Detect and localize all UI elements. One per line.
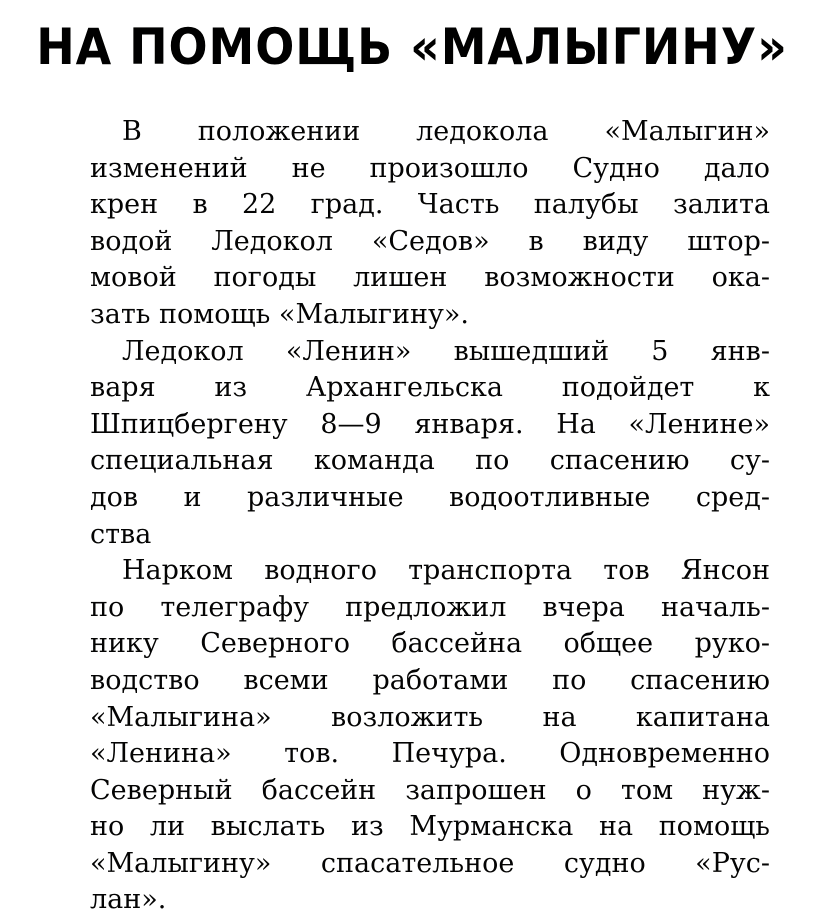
paragraph-2 [90,334,770,554]
text-line: «Малыгина» возложить на капитана [90,701,770,733]
headline: НА ПОМОЩЬ «МАЛЫГИНУ» [36,18,788,76]
paragraph-3 [90,553,770,919]
text-line: мовой погоды лишен возможности ока- [90,262,770,294]
text-line: дов и различные водоотливные сред- [90,481,770,513]
text-line: Шпицбергену 8—9 января. На «Ленине» [90,408,770,440]
text-line: по телеграфу предложил вчера началь- [90,591,770,623]
text-line: но ли выслать из Мурманска на помощь [90,811,770,843]
article-body [90,114,770,919]
text-line: крен в 22 град. Часть палубы залита [90,189,770,221]
paragraph-1 [90,114,770,334]
text-line: водой Ледокол «Седов» в виду штор- [90,225,770,257]
text-line: лан». [90,884,167,916]
text-line: Нарком водного транспорта тов Янсон [122,555,770,587]
text-line: зать помощь «Малыгину». [90,298,469,330]
text-line: «Малыгину» спасательное судно «Рус- [90,847,770,879]
text-line: В положении ледокола «Малыгин» [122,116,770,147]
text-line: «Ленина» тов. Печура. Одновременно [90,738,770,770]
text-line: специальная команда по спасению су- [90,445,770,477]
text-line: ства [90,518,152,550]
text-line: изменений не произошло Судно дало [90,152,770,184]
text-line: Северный бассейн запрошен о том нуж- [90,774,770,806]
text-line: нику Северного бассейна общее руко- [90,628,770,660]
text-line: варя из Архангельска подойдет к [90,372,770,404]
text-line: Ледокол «Ленин» вышедший 5 янв- [122,335,770,367]
text-line: водство всеми работами по спасению [90,664,770,696]
